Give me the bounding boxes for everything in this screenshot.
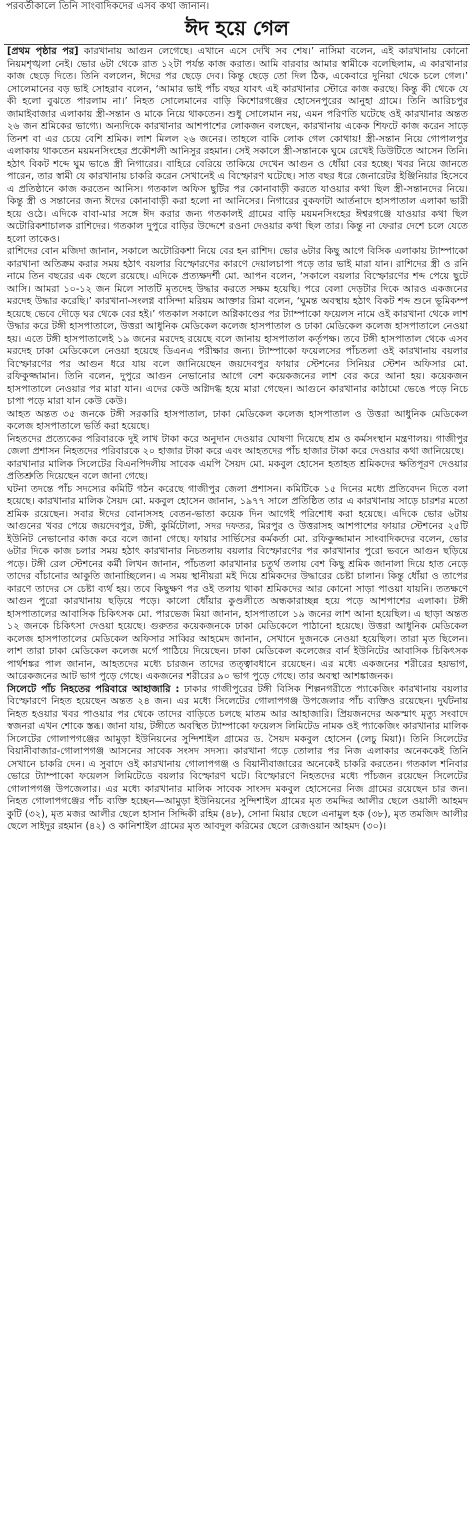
paragraph-text: কারখানায় আগুন লেগেছে। এখানে এসে দেখি সব শেষ।’ নাসিমা বলেন, এই কারখানায় কোনো নিয়মশৃঙ্খলা নেই। ভোর ৬টা থেকে রাত ১২টা পর্যন্ত কাজ করাত। আমি বারবার আমার স্বামীকে বলেছিলাম, এ কারখানার কাজ ছেড়ে দিতে। তিনি বললেন, ঈদের পর ছেড়ে দেব। কিন্তু ছেড়ে তো দিল ঠিক, একেবারে দুনিয়া থেকে চলে গেল।’ সোলেমানের বড় ভাই সোহরাব বলেন, ‘আমার ভাই পাঁচ বছর যাবৎ এই কারখানার স্টোরে কাজ করছে। কিন্তু কী থেকে যে কী হলো বুঝতে পারলাম না।’ নিহত সোলেমানের বাড়ি কিশোরগঞ্জের হোসেনপুরের আনুহা গ্রামে। তিনি আরিচপুর জামাইবাজার এলাকায় স্ত্রী-সন্তান ও মাকে নিয়ে থাকতেন। শুধু সোলেমান নয়, এমন পরিণতি ঘটেছে ওই কারখানার অন্তত ২৬ জন শ্রমিকের ভাগ্যে। অন্যদিকে কারখানার আশপাশের লোকজন বলছেন, কারখানায় একেক শিফটে কাজ করেন সাড়ে তিনশ বা এর চেয়ে বেশি শ্রমিক। লাশ মিলল ২৬ জনের। তাহলে বাকি লোক গেল কোথায়! স্ত্রী-সন্তান নিয়ে গোপালপুর এলাকায় থাকতেন ময়মনসিংহের প্রকৌশলী আনিসুর রহমান। সেই সকালে স্ত্রী-সন্তানকে ঘুমে রেখেই ডিউটিতে আসেন তিনি। হঠাৎ বিকট শব্দে ঘুম ভাঙে স্ত্রী নিগারের। বাহিরে বেরিয়ে তাকিয়ে দেখেন আগুন ও ধোঁয়া বের হচ্ছে। খবর নিয়ে জানতে পারেন, তার স্বামী যে কারখানায় চাকরি করেন সেখানেই এ বিস্ফোরণ ঘটেছে। সাত বছর ধরে জেনারেটর ইঞ্জিনিয়ার হিসেবে এ প্রতিষ্ঠানে কাজ করতেন আনিস। গতকাল অফিস ছুটির পর কোনাবাড়ী করতে যাওয়ার কথা ছিল স্ত্রী-সন্তানদের নিয়ে। কিন্তু স্ত্রী ও সন্তানের জন্য ঈদের কোনাবাড়ী করা হলো না আনিসের। নিগারের বুকফাটা আর্তনাদে হাসপাতাল এলাকা ভারী হয়ে ওঠে। এদিকে বাবা-মার সঙ্গে ঈদ করার জন্য গতকালই গ্রামের বাড়ি ময়মনসিংহের ঈশ্বরগঞ্জে যাওয়ার কথা ছিল অটোরিকশাচালক রাশিদের। গতকাল দুপুরে বাড়ির উদ্দেশে রওনা দেওয়ার কথা ছিল তার। কিন্তু না ফেরার দেশে চলে যেতে হলো তাকেও। [7,46,468,245]
article-paragraph [7,684,468,834]
continued-from-front-page-kicker: [প্রথম পৃষ্ঠার পর] [7,46,79,57]
article-paragraph: ঘটনা তদন্তে পাঁচ সদস্যের কমিটি গঠন করেছে গাজীপুর জেলা প্রশাসন। কমিটিকে ১৫ দিনের মধ্যে প্রতিবেদন দিতে বলা হয়েছে। কারখানার মালিক সৈয়দ মো. মকবুল হোসেন জানান, ১৯৭৭ সালে প্রতিষ্ঠিত তার এ কারখানায় সাড়ে চারশর মতো শ্রমিক রয়েছেন। সবার ঈদের বোনাসসহ বেতন-ভাতা কয়েক দিন আগেই পরিশোধ করা হয়েছে। এদিকে ভোর ৬টায় আগুনের খবর পেয়ে জয়দেবপুর, টঙ্গী, কুর্মিটোলা, সদর দফতর, মিরপুর ও উত্তরাসহ আশপাশের ফায়ার স্টেশনের ২৫টি ইউনিট নেভানোর কাজ করে বলে জানা গেছে। ফায়ার সার্ভিসের কর্মকর্তা মো. রফিকুজ্জামান সাংবাদিকদের বলেন, ভোর ৬টার দিকে কাজ চলার সময় হঠাৎ কারখানার নিচতলায় বয়লার বিস্ফোরণের পর কারখানার পুরো ভবনে আগুন ছড়িয়ে পড়ে। টঙ্গী রেল স্টেশনের কর্মী লিখন জানান, পাঁচতলা কারখানার চতুর্থ তলায় বেশ কিছু শ্রমিক জানালা দিয়ে হাত নেড়ে তাদের বাঁচানোর আকুতি জানাচ্ছিলেন। এ সময় স্থানীয়রা মই দিয়ে শ্রমিকদের উদ্ধারের চেষ্টা চালান। কিন্তু ধোঁয়া ও তাপের কারণে তাদের সে চেষ্টা ব্যর্থ হয়। তবে কিছুক্ষণ পর ওই তলায় থাকা শ্রমিকদের আর কোনো সাড়া পাওয়া যায়নি। ততক্ষণে আগুন পুরো কারখানায় ছড়িয়ে পড়ে। কালো ধোঁয়ার কুণ্ডলীতে অন্ধকারাচ্ছন্ন হয়ে পড়ে আশপাশের এলাকা। টঙ্গী হাসপাতালের আবাসিক চিকিৎসক মো. পারভেজ মিয়া জানান, হাসপাতালে ১৯ জনের লাশ আনা হয়েছিল। এ ছাড়া অন্তত ১২ জনকে চিকিৎসা দেওয়া হয়েছে। গুরুতর কয়েকজনকে ঢাকা মেডিকেলে পাঠানো হয়েছে। উত্তরা আধুনিক মেডিকেল কলেজ হাসপাতালের মেডিকেল অফিসার সাব্বির আহমেদ জানান, সেখানে দুজনকে নেওয়া হয়েছিল। তারা মৃত ছিলেন। লাশ তারা ঢাকা মেডিকেল কলেজ মর্গে পাঠিয়ে দিয়েছেন। ঢাকা মেডিকেল কলেজের বার্ন ইউনিটের আবাসিক চিকিৎসক পার্থশঙ্কর পাল জানান, আহতদের মধ্যে চারজন তাদের তত্ত্বাবধানে রয়েছেন। এর মধ্যে একজনের শরীরের হয়ভাগ, আরেকজনের আট ভাগ পুড়ে গেছে। একজনের শরীরের ৯০ ভাগ পুড়ে গেছে। তার অবস্থা আশঙ্কাজনক। [7,483,468,682]
article-paragraph: আহত অন্তত ৩৫ জনকে টঙ্গী সরকারি হাসপাতাল, ঢাকা মেডিকেল কলেজ হাসপাতাল ও উত্তরা আধুনিক মেডিকেল কলেজ হাসপাতালে ভর্তি করা হয়েছে। [7,408,468,432]
paragraph-text: ঢাকার গাজীপুরের টঙ্গী বিসিক শিল্পনগরীতে প্যাকেজিং কারখানায় বয়লার বিস্ফোরণে নিহত হয়েছেন অন্তত ২৪ জন। এর মধ্যে সিলেটের গোলাপগঞ্জ উপজেলার পাঁচ ব্যক্তিও রয়েছেন। দুর্ঘটনায় নিহত হওয়ার খবর পাওয়ার পর থেকে তাদের বাড়িতে চলছে মাতম আর আহাজারি। প্রিয়জনদের অকস্মাৎ মৃত্যু সংবাদে স্বজনরা এখন শোকে স্তব্ধ। জানা যায়, টঙ্গীতে অবস্থিত ট্যাম্পাকো ফয়েলস লিমিটেড নামক ওই প্যাকেজিং কারখানার মালিক সিলেটের গোলাপগঞ্জের আমুড়া ইউনিয়নের সুন্দিশাইল গ্রামের ড. সৈয়দ মকবুল হোসেন (লেচু মিয়া)। তিনি সিলেটের বিয়ানীবাজার-গোলাপগঞ্জ আসনের সাবেক সংসদ সদস্য। কারখানা গড়ে তোলার পর নিজ এলাকার অনেককেই তিনি সেখানে চাকরি দেন। এ সুবাদে ওই কারখানায় গোলাপগঞ্জ ও বিয়ানীবাজারের অনেকেই চাকরি করতেন। গতকাল শনিবার ভোরে ট্যাম্পাকো ফয়েলস লিমিটেডে বয়লার বিস্ফোরণ ঘটে। বিস্ফোরণে নিহতদের মধ্যে পাঁচজন রয়েছেন সিলেটের গোলাপগঞ্জ উপজেলার। এর মধ্যে কারখানার মালিক সাবেক সাংসদ মকবুল হোসেনের নিজ গ্রামের রয়েছেন চার জন। নিহত গোলাপগঞ্জের পাঁচ ব্যক্তি হচ্ছেন—আমুড়া ইউনিয়নের সুন্দিশাইল গ্রামের মৃত তমদ্দির আলীর ছেলে ওয়ালী আহমদ কুটি (৩২), মৃত মজর আলীর ছেলে হাসান সিদ্দিকী রহিম (৪৮), সোনা মিয়ার ছেলে এনামুল হক (৩৮), মৃত তমজিদ আলীর ছেলে সাইদুর রহমান (৪২) ও কানিশাইল গ্রামের মৃত আবদুল করিমের ছেলে রেজওয়ান আহমদ (৩০)। [7,683,468,832]
article-paragraph: কারখানার মালিক সিলেটের বিএনপিদলীয় সাবেক এমপি সৈয়দ মো. মকবুল হোসেন হতাহত শ্রমিকদের ক্ষতিপূরণ দেওয়ার প্রতিশ্রুতি দিয়েছেন বলে জানা গেছে। [7,458,468,482]
article-headline: ঈদ হয়ে গেল [185,16,289,40]
article-body [0,45,474,834]
article-paragraph [7,46,468,246]
section-subhead: সিলেটে পাঁচ নিহতের পরিবারে আহাজারি : [7,683,180,695]
article-paragraph: রাশিদের বোন মজিদা জানান, সকালে অটোরিকশা নিয়ে বের হন রাশিদ। ভোর ৬টার কিছু আগে বিসিক এলাকায় ট্যাম্পাকো কারখানা অতিক্রম করার সময় হঠাৎ বয়লার বিস্ফোরণের কারণে দেয়ালচাপা পড়ে তার ভাই মারা যান। রাশিদের স্ত্রী ও রনি নামে তিন বছরের এক ছেলে রয়েছে। এদিকে প্রত্যক্ষদর্শী মো. আপন বলেন, ‘সকালে বয়লার বিস্ফোরণের শব্দ পেয়ে ছুটে আসি। আমরা ১০-১২ জন মিলে সাতটি মৃতদেহ উদ্ধার করতে সক্ষম হয়েছি। পরে বেলা দেড়টার দিকে আরও একজনের মরদেহ উদ্ধার করেছি।’ কারখানা-সংলগ্ন বাসিন্দা মরিয়ম আক্তার রিমা বলেন, ‘ঘুমন্ত অবস্থায় হঠাৎ বিকট শব্দ শুনে ভূমিকম্প হয়েছে ভেবে দৌড়ে ঘর থেকে বের হই।’ গতকাল সকালে অগ্নিকাণ্ডের পর ট্যাম্পাকো ফয়েলস নামে ওই কারখানা থেকে লাশ উদ্ধার করে টঙ্গী হাসপাতালে, উত্তরা আধুনিক মেডিকেল কলেজ হাসপাতাল ও ঢাকা মেডিকেল কলেজ হাসপাতালে নেওয়া হয়। এতে টঙ্গী হাসপাতালেই ১৯ জনের মরদেহ রয়েছে বলে জানায় হাসপাতাল কর্তৃপক্ষ। তবে টঙ্গী হাসপাতাল থেকে এসব মরদেহ ঢাকা মেডিকেলে নেওয়া হয়েছে ডিএনএ পরীক্ষার জন্য। ট্যাম্পাকো ফয়েলসের পাঁচতলা ওই কারখানায় বয়লার বিস্ফোরণের পর আগুন ধরে যায় বলে জানিয়েছেন জয়দেবপুর ফায়ার স্টেশনের সিনিয়র স্টেশন অফিসার মো. রফিকুজ্জামান। তিনি বলেন, দুপুরে আগুন নেভানোর আগে বেশ কয়েকজনের লাশ বের করে আনা হয়। কয়েকজন হাসপাতালে নেওয়ার পর মারা যান। এদের কেউ অগ্নিদগ্ধ হয়ে মারা গেছেন। আগুনে কারখানার কাঠামো ভেঙে পড়ে নিচে চাপা পড়ে মারা যান কেউ কেউ। [7,246,468,407]
article-paragraph: নিহতদের প্রত্যেকের পরিবারকে দুই লাখ টাকা করে অনুদান দেওয়ার ঘোষণা দিয়েছে শ্রম ও কর্মসংস্থান মন্ত্রণালয়। গাজীপুর জেলা প্রশাসন নিহতদের পরিবারকে ২০ হাজার টাকা করে এবং আহতদের পাঁচ হাজার টাকা করে দেওয়ার কথা জানিয়েছে। [7,433,468,457]
previous-article-tail: পরবর্তীকালে তিনি সাংবাদিকদের এসব কথা জানান। [6,1,210,12]
